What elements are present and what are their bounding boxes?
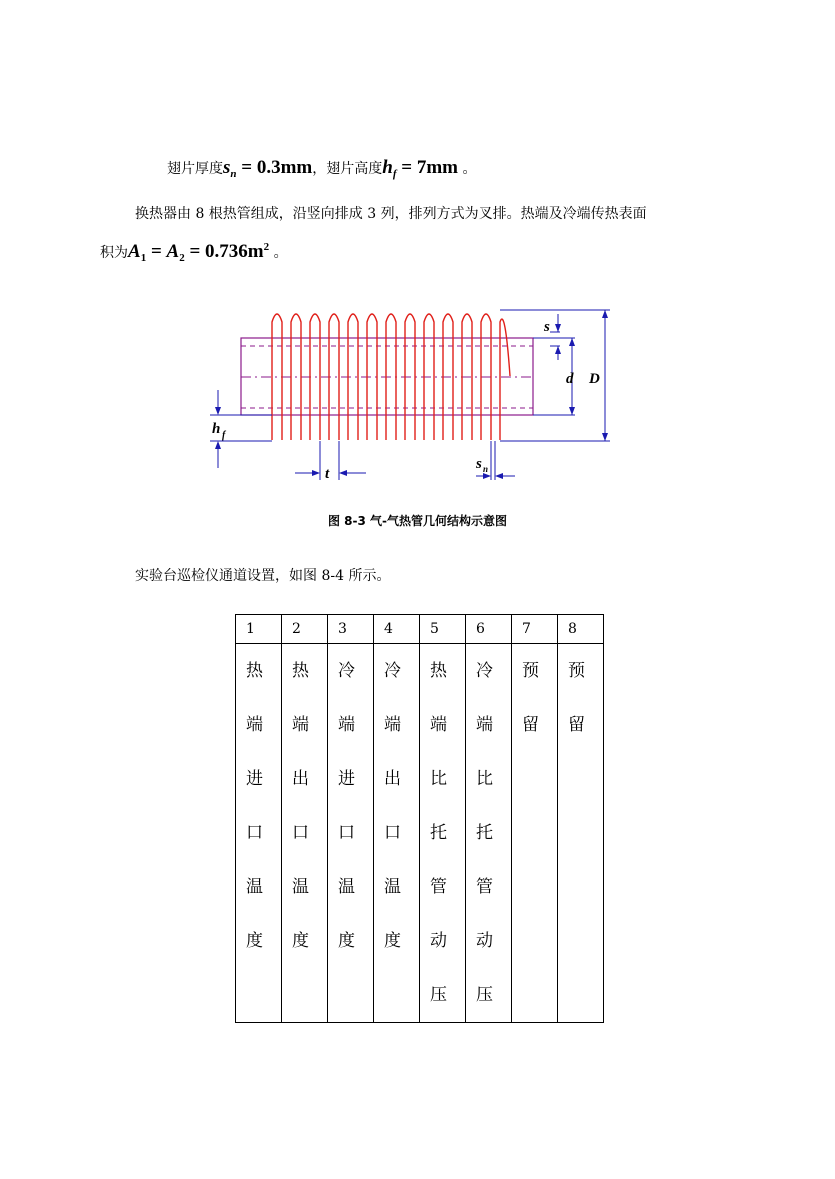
fin-thickness-formula: $s_n = 0.3mm$ <box>223 157 313 180</box>
fin-spec-line: 翅片厚度$s_n = 0.3mm$，翅片高度$h_f = 7mm$ 。 <box>167 157 477 180</box>
channel-7-label: 预 留 <box>512 644 558 1023</box>
label-D: D <box>589 371 600 387</box>
fin-thickness-label: 翅片厚度 <box>167 161 223 177</box>
channel-3-label: 冷 端 进 口 温 度 <box>328 644 374 1023</box>
channel-4-label: 冷 端 出 口 温 度 <box>374 644 420 1023</box>
dimension-lines <box>210 310 610 480</box>
channel-2-label: 热 端 出 口 温 度 <box>282 644 328 1023</box>
channel-setup-line: 实验台巡检仪通道设置，如图 8-4 所示。 <box>135 568 391 584</box>
dimension-arrows <box>215 310 608 479</box>
table-header-cell: 2 <box>282 615 328 644</box>
area-formula: $A_1 = A_2 = 0.736m^2$ <box>128 241 270 264</box>
table-header-cell: 3 <box>328 615 374 644</box>
label-s: s <box>544 319 550 335</box>
table-header-cell: 4 <box>374 615 420 644</box>
fin-height-formula: $h_f = 7mm$ <box>382 157 458 180</box>
label-h-sub: f <box>222 430 226 441</box>
channel-8-label: 预 留 <box>558 644 604 1023</box>
figure-caption: 图 8-3 气-气热管几何结构示意图 <box>327 514 508 528</box>
fin-height-label: ，翅片高度 <box>312 161 383 177</box>
channel-6-label: 冷 端 比 托 管 动 压 <box>466 644 512 1023</box>
exchanger-description-line1: 换热器由 8 根热管组成，沿竖向排成 3 列，排列方式为叉排。热端及冷端传热表面 <box>135 206 647 222</box>
heat-pipe-geometry-diagram <box>200 300 620 490</box>
table-header-cell: 8 <box>558 615 604 644</box>
table-header-cell: 6 <box>466 615 512 644</box>
table-header-row <box>236 615 604 644</box>
exchanger-description-line2: 积为$A_1 = A_2 = 0.736m^2$ 。 <box>100 241 288 264</box>
label-d: d <box>566 371 574 387</box>
channel-table <box>235 614 604 1023</box>
label-sn-sub: n <box>483 464 489 474</box>
table-body-row <box>236 644 604 1023</box>
table-header-cell: 5 <box>420 615 466 644</box>
channel-5-label: 热 端 比 托 管 动 压 <box>420 644 466 1023</box>
label-sn: s <box>476 456 482 472</box>
label-t: t <box>325 466 330 482</box>
table-header-cell: 1 <box>236 615 282 644</box>
table-header-cell: 7 <box>512 615 558 644</box>
channel-1-label: 热 端 进 口 温 度 <box>236 644 282 1023</box>
label-h: h <box>212 421 221 437</box>
